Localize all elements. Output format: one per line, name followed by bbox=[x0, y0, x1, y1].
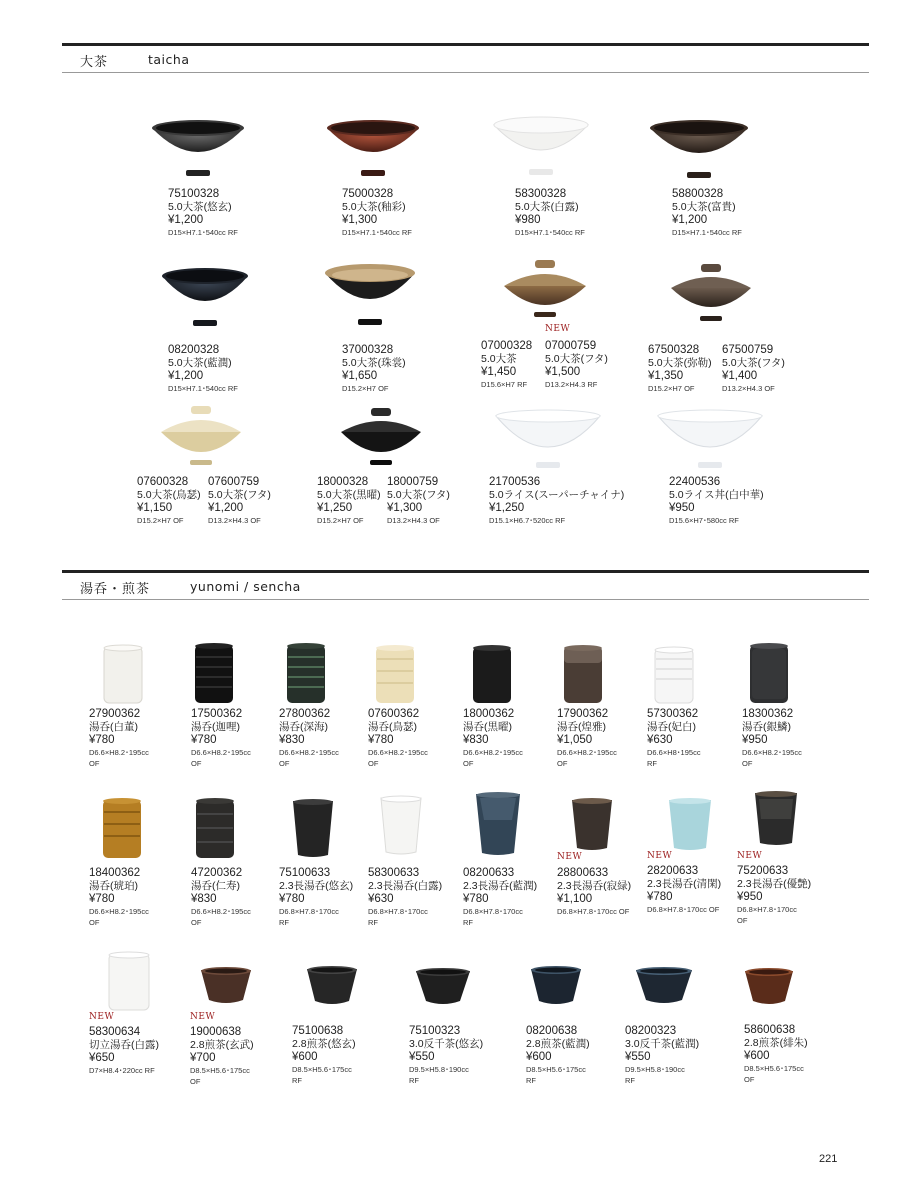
product-name: 2.3長湯呑(悠玄) bbox=[279, 880, 354, 892]
product-price: ¥950 bbox=[742, 734, 768, 746]
product-price: ¥1,150 bbox=[137, 502, 173, 514]
product-name: 5.0ライス(スーパーチャイナ) bbox=[489, 489, 625, 501]
product-price: ¥600 bbox=[292, 1051, 318, 1063]
product-spec-finish: RF bbox=[368, 918, 378, 927]
product-price: ¥1,450 bbox=[481, 366, 517, 378]
product-label bbox=[744, 1024, 808, 1085]
product-spec: D13.2×H4.3 OF bbox=[208, 516, 261, 525]
product-name: 2.8煎茶(玄武) bbox=[190, 1039, 254, 1051]
product-spec: D6.6×H8.2･195cc bbox=[557, 748, 617, 757]
product-spec: D6.6×H8･195cc bbox=[647, 748, 701, 757]
product-name: 湯呑(妃白) bbox=[647, 721, 696, 733]
new-badge: NEW bbox=[557, 852, 583, 862]
product-spec-finish: OF bbox=[368, 759, 379, 768]
product-code: 58600638 bbox=[744, 1024, 796, 1036]
product-price: ¥1,250 bbox=[317, 502, 353, 514]
product-label bbox=[387, 476, 450, 526]
product-spec: D15.6×H7･580cc RF bbox=[669, 516, 739, 525]
product-label bbox=[625, 1025, 699, 1086]
cup-image-aiurumi-long bbox=[474, 790, 522, 858]
product-spec: D6.6×H8.2･195cc bbox=[191, 748, 251, 757]
product-label bbox=[737, 865, 811, 926]
product-name: 湯呑(煌雅) bbox=[557, 721, 606, 733]
product-price: ¥600 bbox=[744, 1050, 770, 1062]
product-spec-finish: RF bbox=[292, 1076, 302, 1085]
product-label bbox=[208, 476, 271, 526]
product-label bbox=[463, 708, 523, 769]
product-price: ¥1,250 bbox=[489, 502, 525, 514]
product-price: ¥1,200 bbox=[168, 214, 204, 226]
product-spec-finish: OF bbox=[190, 1077, 201, 1086]
product-label bbox=[317, 476, 381, 526]
product-spec: D6.8×H7.8･170cc bbox=[279, 907, 339, 916]
product-name: 2.3長湯呑(藍潤) bbox=[463, 880, 538, 892]
bowl-image-hakuro bbox=[492, 115, 590, 181]
product-label bbox=[89, 708, 149, 769]
product-code: 07000328 bbox=[481, 340, 533, 352]
product-code: 08200638 bbox=[526, 1025, 578, 1037]
product-spec: D8.5×H5.6･175cc bbox=[292, 1065, 352, 1074]
product-price: ¥630 bbox=[647, 734, 673, 746]
product-price: ¥780 bbox=[89, 893, 115, 905]
cup-image-hakuro-long bbox=[379, 794, 423, 856]
product-code: 18400362 bbox=[89, 867, 141, 879]
page-number: 221 bbox=[819, 1153, 838, 1165]
header-rule bbox=[62, 599, 869, 600]
product-name: 5.0大茶(フタ) bbox=[545, 353, 608, 365]
product-spec: D6.8×H7.8･170cc bbox=[463, 907, 523, 916]
product-price: ¥650 bbox=[89, 1052, 115, 1064]
product-label bbox=[557, 708, 617, 769]
product-label bbox=[191, 708, 251, 769]
product-price: ¥1,650 bbox=[342, 370, 378, 382]
product-code: 58800328 bbox=[672, 188, 724, 200]
product-label bbox=[545, 340, 608, 390]
product-name: 5.0大茶(フタ) bbox=[208, 489, 271, 501]
product-spec: D6.8×H7.8･170cc OF bbox=[647, 905, 720, 914]
product-label bbox=[647, 865, 721, 915]
cup-image-deep-sea bbox=[285, 641, 327, 705]
product-label bbox=[515, 188, 585, 238]
cup-image-ginrin bbox=[748, 641, 790, 705]
product-spec: D6.6×H8.2･195cc bbox=[368, 748, 428, 757]
product-spec: D6.8×H7.8･170cc bbox=[737, 905, 797, 914]
tea-cup-image-yugen bbox=[305, 965, 359, 1007]
bowl-image-aiurumi bbox=[160, 266, 250, 330]
product-name: 2.8煎茶(藍潤) bbox=[526, 1038, 590, 1050]
new-badge: NEW bbox=[647, 851, 673, 861]
product-code: 18000362 bbox=[463, 708, 515, 720]
product-name: 湯呑(仁寿) bbox=[191, 880, 240, 892]
product-code: 21700536 bbox=[489, 476, 541, 488]
section-header-yunomi bbox=[62, 570, 869, 600]
product-spec-finish: RF bbox=[409, 1076, 419, 1085]
product-code: 28200633 bbox=[647, 865, 699, 877]
product-label bbox=[292, 1025, 356, 1086]
product-price: ¥780 bbox=[368, 734, 394, 746]
product-name: 湯呑(琥珀) bbox=[89, 880, 138, 892]
product-price: ¥1,100 bbox=[557, 893, 593, 905]
product-spec: D6.6×H8.2･195cc bbox=[463, 748, 523, 757]
product-label bbox=[647, 708, 701, 769]
product-name: 2.8煎茶(緋朱) bbox=[744, 1037, 808, 1049]
product-spec: D6.6×H8.2･195cc bbox=[89, 748, 149, 757]
product-price: ¥1,050 bbox=[557, 734, 593, 746]
product-code: 07600759 bbox=[208, 476, 260, 488]
product-name: 2.3長湯呑(寂緑) bbox=[557, 880, 632, 892]
product-code: 67500759 bbox=[722, 344, 774, 356]
product-price: ¥780 bbox=[89, 734, 115, 746]
product-name: 5.0大茶(弥勒) bbox=[648, 357, 712, 369]
new-badge: NEW bbox=[545, 324, 571, 334]
product-label bbox=[89, 867, 149, 928]
product-code: 18000759 bbox=[387, 476, 439, 488]
product-name: 湯呑(黒曜) bbox=[463, 721, 512, 733]
product-spec: D7×H8.4･220cc RF bbox=[89, 1066, 155, 1075]
product-price: ¥600 bbox=[526, 1051, 552, 1063]
product-spec: D15×H7.1･540cc RF bbox=[168, 228, 238, 237]
product-label bbox=[648, 344, 712, 394]
product-code: 08200323 bbox=[625, 1025, 677, 1037]
product-label bbox=[557, 867, 631, 917]
product-name: 湯呑(鳥瑟) bbox=[368, 721, 417, 733]
product-name: 5.0大茶(藍潤) bbox=[168, 357, 232, 369]
section-title-jp: 大茶 bbox=[80, 55, 109, 70]
product-spec: D15×H7.1･540cc RF bbox=[342, 228, 412, 237]
product-price: ¥700 bbox=[190, 1052, 216, 1064]
product-spec: D13.2×H4.3 RF bbox=[545, 380, 598, 389]
product-price: ¥630 bbox=[368, 893, 394, 905]
product-spec: D13.2×H4.3 OF bbox=[387, 516, 440, 525]
product-price: ¥780 bbox=[191, 734, 217, 746]
product-spec: D15.1×H6.7･520cc RF bbox=[489, 516, 566, 525]
product-name: 5.0大茶(悠玄) bbox=[168, 201, 232, 213]
product-spec-finish: RF bbox=[279, 918, 289, 927]
bowl-image-shusho bbox=[323, 263, 417, 329]
product-label bbox=[368, 867, 442, 928]
cup-image-jinju bbox=[194, 796, 236, 860]
cup-image-jakuryoku-long bbox=[570, 796, 614, 852]
product-code: 58300634 bbox=[89, 1026, 141, 1038]
product-spec: D15.2×H7 OF bbox=[317, 516, 364, 525]
product-code: 17900362 bbox=[557, 708, 609, 720]
product-label bbox=[137, 476, 201, 526]
product-spec: D8.5×H5.6･175cc bbox=[744, 1064, 804, 1073]
product-code: 07600362 bbox=[368, 708, 420, 720]
product-spec: D9.5×H5.8･190cc bbox=[625, 1065, 685, 1074]
product-name: 3.0反千茶(藍潤) bbox=[625, 1038, 700, 1050]
product-spec-finish: RF bbox=[625, 1076, 635, 1085]
bowl-image-yugen bbox=[150, 118, 246, 182]
product-price: ¥1,200 bbox=[168, 370, 204, 382]
tea-cup-image-sorisen-yugen bbox=[414, 967, 472, 1007]
product-name: 5.0大茶(フタ) bbox=[387, 489, 450, 501]
product-label bbox=[672, 188, 742, 238]
product-name: 湯呑(深海) bbox=[279, 721, 328, 733]
new-badge: NEW bbox=[737, 851, 763, 861]
product-price: ¥1,200 bbox=[672, 214, 708, 226]
product-price: ¥1,300 bbox=[342, 214, 378, 226]
product-label bbox=[409, 1025, 483, 1086]
product-spec: D6.6×H8.2･195cc bbox=[742, 748, 802, 757]
tea-cup-image-aiurumi bbox=[529, 965, 583, 1007]
lidded-bowl-image-kokuyo bbox=[337, 406, 425, 468]
product-name: 5.0ライス丼(白中華) bbox=[669, 489, 764, 501]
product-name: 2.3長湯呑(白露) bbox=[368, 880, 443, 892]
product-code: 47200362 bbox=[191, 867, 243, 879]
product-code: 07600328 bbox=[137, 476, 189, 488]
cup-image-koga bbox=[562, 643, 604, 705]
new-badge: NEW bbox=[89, 1012, 115, 1022]
product-code: 58300633 bbox=[368, 867, 420, 879]
product-code: 75200633 bbox=[737, 865, 789, 877]
product-label bbox=[168, 188, 238, 238]
product-code: 27800362 bbox=[279, 708, 331, 720]
product-label bbox=[463, 867, 537, 928]
product-label bbox=[722, 344, 785, 394]
product-spec-finish: RF bbox=[463, 918, 473, 927]
product-price: ¥780 bbox=[647, 891, 673, 903]
product-spec: D6.6×H8.2･195cc bbox=[89, 907, 149, 916]
product-spec: D6.6×H8.2･195cc bbox=[279, 748, 339, 757]
product-price: ¥1,500 bbox=[545, 366, 581, 378]
section-title-jp: 湯呑・煎茶 bbox=[80, 582, 151, 597]
cup-image-obsidian bbox=[471, 643, 513, 705]
product-code: 57300362 bbox=[647, 708, 699, 720]
lidded-bowl-image-miroku bbox=[667, 262, 755, 324]
product-name: 5.0大茶(白露) bbox=[515, 201, 579, 213]
product-code: 22400536 bbox=[669, 476, 721, 488]
cup-image-yugen-long bbox=[291, 797, 335, 859]
product-code: 19000638 bbox=[190, 1026, 242, 1038]
product-spec: D8.5×H5.6･175cc bbox=[190, 1066, 250, 1075]
product-name: 2.3長湯呑(清閑) bbox=[647, 878, 722, 890]
product-spec: D9.5×H5.8･190cc bbox=[409, 1065, 469, 1074]
product-spec: D15×H7.1･540cc RF bbox=[168, 384, 238, 393]
product-spec-finish: OF bbox=[737, 916, 748, 925]
product-price: ¥780 bbox=[279, 893, 305, 905]
product-code: 28800633 bbox=[557, 867, 609, 879]
cup-image-amber bbox=[101, 796, 143, 860]
product-price: ¥1,350 bbox=[648, 370, 684, 382]
product-spec-finish: OF bbox=[463, 759, 474, 768]
product-name: 5.0大茶(珠裳) bbox=[342, 357, 406, 369]
tea-cup-image-genbu bbox=[199, 966, 253, 1006]
product-price: ¥950 bbox=[737, 891, 763, 903]
product-label bbox=[526, 1025, 590, 1086]
product-spec: D6.8×H7.8･170cc bbox=[368, 907, 428, 916]
product-label bbox=[669, 476, 764, 526]
product-spec-finish: OF bbox=[744, 1075, 755, 1084]
product-label bbox=[342, 188, 412, 238]
product-spec-finish: OF bbox=[89, 918, 100, 927]
product-price: ¥830 bbox=[279, 734, 305, 746]
product-name: 2.8煎茶(悠玄) bbox=[292, 1038, 356, 1050]
product-name: 湯呑(白董) bbox=[89, 721, 138, 733]
product-price: ¥780 bbox=[463, 893, 489, 905]
product-label bbox=[481, 340, 532, 390]
cup-image-hihaku bbox=[653, 645, 695, 705]
cup-image-yuen-long bbox=[753, 789, 799, 847]
product-spec-finish: OF bbox=[191, 918, 202, 927]
product-price: ¥1,400 bbox=[722, 370, 758, 382]
product-label bbox=[279, 708, 339, 769]
product-code: 58300328 bbox=[515, 188, 567, 200]
product-name: 5.0大茶 bbox=[481, 353, 517, 365]
product-code: 18000328 bbox=[317, 476, 369, 488]
product-label bbox=[742, 708, 802, 769]
header-bar bbox=[62, 570, 869, 573]
product-price: ¥1,300 bbox=[387, 502, 423, 514]
product-name: 5.0大茶(富貴) bbox=[672, 201, 736, 213]
product-label bbox=[342, 344, 406, 394]
cup-image-kiritate bbox=[107, 950, 151, 1012]
product-label bbox=[190, 1026, 254, 1087]
product-price: ¥1,200 bbox=[208, 502, 244, 514]
new-badge: NEW bbox=[190, 1012, 216, 1022]
product-label bbox=[368, 708, 428, 769]
product-code: 07000759 bbox=[545, 340, 597, 352]
lidded-bowl-image-uto bbox=[157, 404, 245, 468]
product-spec-finish: RF bbox=[526, 1076, 536, 1085]
product-code: 27900362 bbox=[89, 708, 141, 720]
product-code: 67500328 bbox=[648, 344, 700, 356]
product-name: 5.0大茶(黒曜) bbox=[317, 489, 381, 501]
product-spec: D8.5×H5.6･175cc bbox=[526, 1065, 586, 1074]
product-spec-finish: OF bbox=[742, 759, 753, 768]
product-label bbox=[279, 867, 353, 928]
product-code: 75000328 bbox=[342, 188, 394, 200]
product-price: ¥550 bbox=[409, 1051, 435, 1063]
bowl-image-fuki bbox=[648, 118, 750, 184]
product-spec-finish: OF bbox=[89, 759, 100, 768]
product-label bbox=[168, 344, 238, 394]
cup-image-white bbox=[102, 643, 144, 705]
section-title-en: yunomi / sencha bbox=[190, 579, 301, 594]
tea-cup-image-sorisen-aiurumi bbox=[634, 966, 694, 1006]
product-name: 湯呑(迦哩) bbox=[191, 721, 240, 733]
product-spec: D6.8×H7.8･170cc OF bbox=[557, 907, 630, 916]
cup-image-cream bbox=[374, 643, 416, 705]
section-header-taicha bbox=[62, 43, 869, 73]
product-name: 湯呑(銀鱗) bbox=[742, 721, 791, 733]
product-spec: D15×H7.1･540cc RF bbox=[515, 228, 585, 237]
product-spec-finish: OF bbox=[191, 759, 202, 768]
tea-cup-image-hishu bbox=[743, 967, 795, 1007]
product-code: 75100633 bbox=[279, 867, 331, 879]
cup-image-seikan-long bbox=[667, 796, 713, 852]
product-spec: D15.2×H7 OF bbox=[648, 384, 695, 393]
rice-bowl-image-white-chinese bbox=[656, 408, 764, 472]
product-code: 17500362 bbox=[191, 708, 243, 720]
product-price: ¥830 bbox=[191, 893, 217, 905]
lidded-bowl-image-brown bbox=[500, 258, 590, 320]
rice-bowl-image-super-china bbox=[494, 408, 602, 472]
section-title-en: taicha bbox=[148, 52, 190, 67]
product-price: ¥830 bbox=[463, 734, 489, 746]
cup-image-black-ribbed bbox=[193, 641, 235, 705]
product-price: ¥950 bbox=[669, 502, 695, 514]
product-name: 切立湯呑(白露) bbox=[89, 1039, 159, 1051]
product-spec: D15.2×H7 OF bbox=[342, 384, 389, 393]
product-price: ¥550 bbox=[625, 1051, 651, 1063]
product-label bbox=[89, 1026, 159, 1076]
product-code: 08200328 bbox=[168, 344, 220, 356]
product-name: 5.0大茶(フタ) bbox=[722, 357, 785, 369]
product-name: 5.0大茶(釉彩) bbox=[342, 201, 406, 213]
product-spec: D15.6×H7 RF bbox=[481, 380, 528, 389]
product-spec: D15.2×H7 OF bbox=[137, 516, 184, 525]
product-code: 75100323 bbox=[409, 1025, 461, 1037]
product-spec: D13.2×H4.3 OF bbox=[722, 384, 775, 393]
product-spec-finish: RF bbox=[647, 759, 657, 768]
product-spec-finish: OF bbox=[279, 759, 290, 768]
product-name: 3.0反千茶(悠玄) bbox=[409, 1038, 484, 1050]
product-code: 08200633 bbox=[463, 867, 515, 879]
product-label bbox=[489, 476, 624, 526]
header-rule bbox=[62, 72, 869, 73]
product-code: 18300362 bbox=[742, 708, 794, 720]
product-spec: D15×H7.1･540cc RF bbox=[672, 228, 742, 237]
product-code: 37000328 bbox=[342, 344, 394, 356]
product-name: 2.3長湯呑(優艶) bbox=[737, 878, 812, 890]
product-spec: D6.6×H8.2･195cc bbox=[191, 907, 251, 916]
product-label bbox=[191, 867, 251, 928]
product-name: 5.0大茶(鳥瑟) bbox=[137, 489, 201, 501]
header-bar bbox=[62, 43, 869, 46]
product-spec-finish: OF bbox=[557, 759, 568, 768]
product-code: 75100328 bbox=[168, 188, 220, 200]
bowl-image-yusai bbox=[325, 118, 421, 182]
product-price: ¥980 bbox=[515, 214, 541, 226]
product-code: 75100638 bbox=[292, 1025, 344, 1037]
